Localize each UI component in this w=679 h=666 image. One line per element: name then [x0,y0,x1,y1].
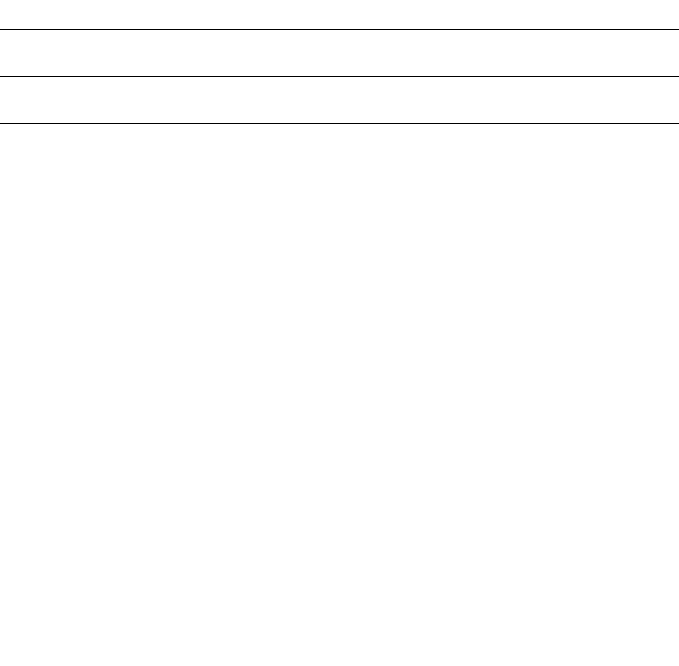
pole-vault-header-row [0,109,679,124]
finals-label [0,124,679,138]
event-title-hurdles [0,0,679,15]
finals-label [0,77,679,91]
finals-label [0,30,679,44]
results-page [0,0,679,138]
high-jump-header-row [0,62,679,77]
event-title-high-jump [0,47,679,62]
event-title-pole-vault [0,94,679,109]
hurdles-header-row [0,15,679,30]
